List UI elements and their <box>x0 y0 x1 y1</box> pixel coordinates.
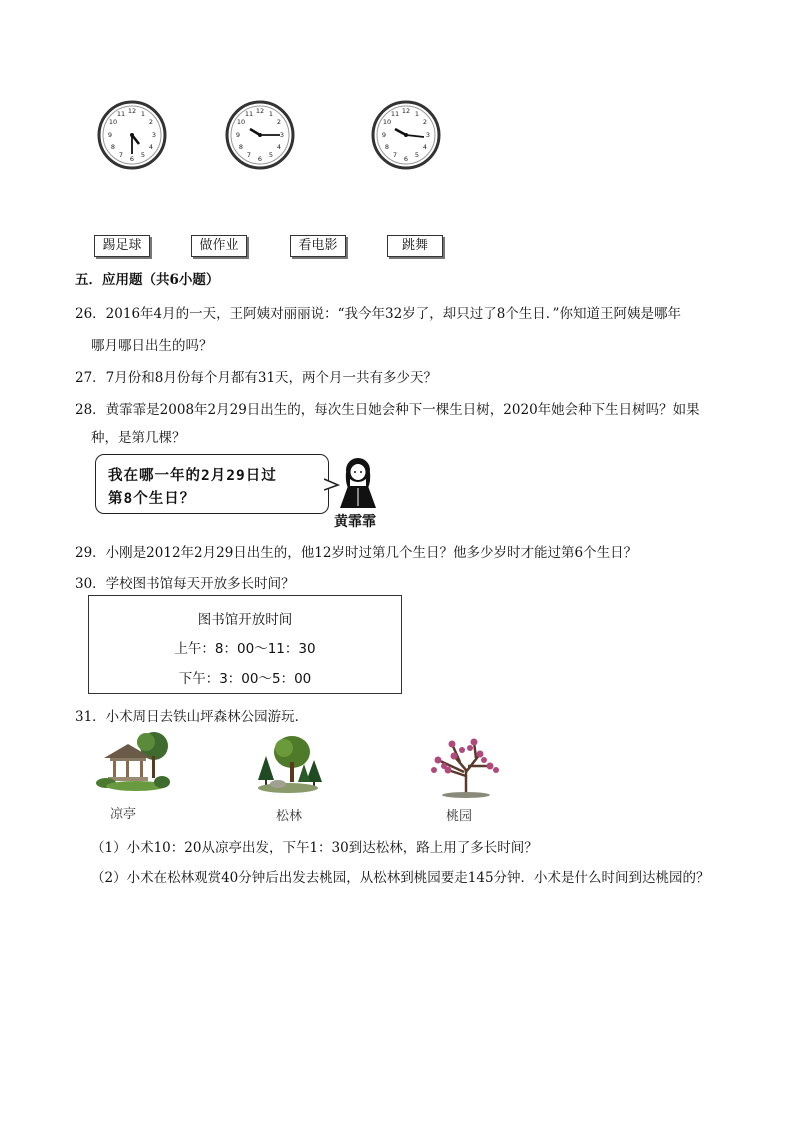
section-title: 五．应用题（共6小题） <box>75 272 220 288</box>
svg-text:1: 1 <box>414 110 420 118</box>
question-28-line-2: 种，是第几棵？ <box>91 430 186 446</box>
svg-text:4: 4 <box>148 143 154 151</box>
svg-text:1: 1 <box>140 110 146 118</box>
question-29-line-1: 29．小刚是2012年2月29日出生的，他12岁时过第几个生日？他多少岁时才能过第6个生日？ <box>75 545 638 561</box>
pine-forest-image <box>254 734 324 794</box>
question-26-line-1: 26．2016年4月的一天，王阿姨对丽丽说：“我今年32岁了，却只过了8个生日．”你知道王阿姨是哪年 <box>75 306 681 322</box>
svg-text:5: 5 <box>414 151 420 159</box>
question-31-sub-1: （1）小术10：20从凉亭出发，下午1：30到达松林，路上用了多长时间？ <box>91 840 538 856</box>
svg-text:7: 7 <box>246 151 252 159</box>
svg-text:9: 9 <box>381 131 387 139</box>
question-27-line-1: 27．7月份和8月份每个月都有31天，两个月一共有多少天？ <box>75 370 438 386</box>
peach-garden-image <box>424 736 508 798</box>
svg-text:4: 4 <box>276 143 282 151</box>
clock-face-3 <box>370 99 442 171</box>
svg-text:6: 6 <box>403 155 409 163</box>
question-31-sub-2: （2）小术在松林观赏40分钟后出发去桃园，从松林到桃园要走145分钟．小术是什么时间到达桃园的？ <box>91 870 710 886</box>
activity-label-movie: 看电影 <box>290 235 346 257</box>
clock-face-2 <box>224 99 296 171</box>
place-label-pavilion: 凉亭 <box>110 807 137 822</box>
speech-bubble-line-1: 我在哪一年的2月29日过 <box>108 468 277 484</box>
library-hours-morning: 上午：8：00～11：30 <box>174 641 316 657</box>
svg-text:12: 12 <box>255 107 265 115</box>
svg-text:2: 2 <box>276 118 282 126</box>
girl-name-label: 黄霏霏 <box>334 514 376 530</box>
svg-text:2: 2 <box>422 118 428 126</box>
svg-text:7: 7 <box>392 151 398 159</box>
place-label-peach-garden: 桃园 <box>446 809 473 824</box>
svg-text:5: 5 <box>140 151 146 159</box>
question-30-line-1: 30．学校图书馆每天开放多长时间？ <box>75 576 295 592</box>
svg-text:1: 1 <box>268 110 274 118</box>
svg-text:8: 8 <box>238 143 244 151</box>
svg-text:3: 3 <box>425 131 431 139</box>
svg-text:8: 8 <box>110 143 116 151</box>
svg-text:11: 11 <box>244 110 254 118</box>
library-hours-table <box>88 595 402 694</box>
svg-text:8: 8 <box>384 143 390 151</box>
svg-text:3: 3 <box>279 131 285 139</box>
svg-text:7: 7 <box>118 151 124 159</box>
svg-text:2: 2 <box>148 118 154 126</box>
svg-text:11: 11 <box>390 110 400 118</box>
svg-text:9: 9 <box>235 131 241 139</box>
svg-text:11: 11 <box>116 110 126 118</box>
svg-text:10: 10 <box>382 118 392 126</box>
activity-label-soccer: 踢足球 <box>94 235 150 257</box>
svg-text:10: 10 <box>108 118 118 126</box>
activity-label-homework: 做作业 <box>191 235 247 257</box>
place-label-pine-forest: 松林 <box>276 809 303 824</box>
question-26-line-2: 哪月哪日出生的吗？ <box>91 338 213 354</box>
svg-text:10: 10 <box>236 118 246 126</box>
svg-text:9: 9 <box>107 131 113 139</box>
svg-text:12: 12 <box>127 107 137 115</box>
svg-text:5: 5 <box>268 151 274 159</box>
library-hours-afternoon: 下午：3：00～5：00 <box>178 671 312 687</box>
library-hours-title: 图书馆开放时间 <box>197 612 293 628</box>
svg-text:4: 4 <box>422 143 428 151</box>
activity-label-dance: 跳舞 <box>387 235 443 257</box>
svg-text:6: 6 <box>257 155 263 163</box>
speech-bubble-line-2: 第8个生日？ <box>108 491 196 507</box>
pavilion-image <box>96 728 170 792</box>
svg-text:3: 3 <box>151 131 157 139</box>
girl-avatar-icon <box>336 456 380 510</box>
question-31-line-1: 31．小术周日去铁山坪森林公园游玩． <box>75 709 309 725</box>
svg-text:12: 12 <box>401 107 411 115</box>
svg-text:6: 6 <box>129 155 135 163</box>
clock-face-1 <box>96 99 168 171</box>
question-28-line-1: 28．黄霏霏是2008年2月29日出生的，每次生日她会种下一棵生日树，2020年她会种下生日树吗？如果 <box>75 402 700 418</box>
